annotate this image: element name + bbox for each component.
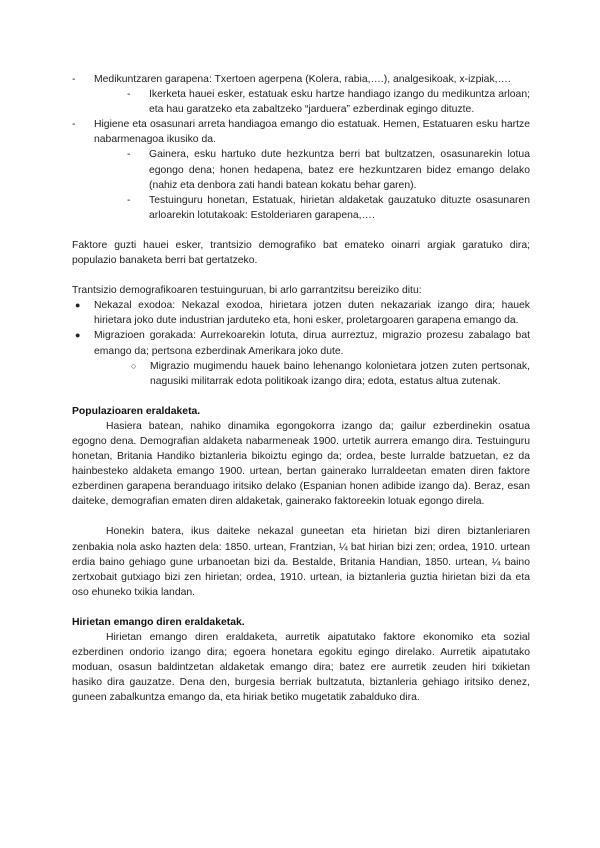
dash-bullet: - [72,119,76,131]
transition-list [72,298,530,389]
section-heading: Populazioaren eraldaketa. [72,405,201,417]
list-item [72,147,530,192]
list-item-text: Ikerketa hauei esker, estatuak esku hartze handiago izango du medikuntza arloan; eta hau garatzeko eta zabaltzeko “jarduera” ezberdinak egingo dituzte. [149,89,530,116]
list-item [72,298,530,328]
list-item [72,193,530,223]
paragraph: Honekin batera, ikus daiteke nekazal guneetan eta hirietan bizi diren biztanleriaren zenbakia nola asko hazten dela: 1850. urtean, Frantzian, ¼ bat hirian bizi zen; ordea, 1910. urtean erdia baino gehiago gune urbanoetan bizi da. Bestalde, Britania Handian, 1850. urtean, ¼ baino zertxobait gutxiago bizi zen hirietan; ordea, 1910. urtean, ia biztanleria guztia hirietan bizi da eta oso ehuneko txikia landan. [72,526,530,598]
list-item [72,87,530,117]
dash-bullet: - [72,74,76,85]
paragraph: Hirietan emango diren eraldaketa, aurretik aipatutako faktore ekonomiko eta sozial ezberdinen ondorio izango dira; egoera honetara egokitu egingo direlako. Aurretik aipatutako moduan, osasun baldintzetan aldaketak emango dira; batez ere aurretik zeuden hiri txikietan hasiko dira gauzatze. Dena den, burgesia berriak bultzatuta, biztanleria gehiago iritsiko denez, guneen zabalkuntza emango da, eta hiriak betiko mugetatik zabalduko dira. [72,632,530,704]
list-item-text: Migrazioen gorakada: Aurrekoarekin lotuta, dirua aurreztuz, migrazio prozesu zabalago bat emango da; pertsona ezberdinak Amerikara joko dute. [94,330,530,357]
paragraph: Faktore guzti hauei esker, trantsizio demografiko bat emateko oinarri argiak garatuko dira; populazio banaketa berri bat gertatzeko. [72,239,530,267]
list-item-text: Migrazio mugimendu hauek baino lehenango kolonietara jotzen zuten pertsonak, nagusiki militarrak edota politikoak izango dira; edota, estatus altua zutenak. [150,360,530,387]
list-item-text: Testuinguru honetan, Estatuak, hirietan aldaketak gauzatuko dituzte osasunaren arloarekin lotutakoak: Estolderiaren garapena,…. [149,194,530,221]
list-item-text: Gainera, esku hartuko dute hezkuntza berri bat bultzatzen, osasunarekin lotua egongo dena; honen hedapena, batez ere hezkuntzaren bidez emango delako (nahiz eta denbora zati handi batean kokatu behar garen). [149,149,530,191]
list-item-text: Medikuntzaren garapena: Txertoen agerpena (Kolera, rabia,….), analgesikoak, x-izpiak,…. [94,74,511,85]
list-item [72,328,530,358]
paragraph: Trantsizio demografikoaren testuinguruan, bi arlo garrantzitsu bereiziko ditu: [72,285,422,297]
list-item [72,72,530,87]
list-item [72,117,530,147]
bullet-icon: ● [75,330,81,341]
section-heading: Hirietan emango diren eraldaketak. [72,616,245,628]
bullet-icon: ● [75,300,81,311]
list-item-text: Nekazal exodoa: Nekazal exodoa, hirietara jotzen duten nekazariak izango dira; hauek hirietara joko dute industrian jarduteko eta, honi esker, proletargoaren garapena emango da. [94,300,530,327]
dash-bullet: - [127,149,131,161]
circle-bullet-icon: ○ [131,360,137,371]
dash-bullet: - [127,89,131,101]
document-body [72,72,530,705]
list-item [72,359,530,389]
paragraph: Hasiera batean, nahiko dinamika egongokorra izango da; gailur ezberdinekin osatua egogno dena. Demografian aldaketa nabarmeneak 1900. urtetik aurrera emango dira. Testuinguru honetan, Britania Handiko biztanleria bikoiztu egingo da; ordea, beste lurralde batzuetan, ez da hainbesteko aldaketa emango 1900. urtean, bertan gainerako lurraldeetan ematen diren faktore ezberdinen garapena beranduago iritsiko delako (Espanian honen adibide izango da). Beraz, esan daiteke, demografian ematen diren aldaketak, gainerako faktoreekin lotuak egongo direla. [72,420,530,508]
list-item-text: Higiene eta osasunari arreta handiagoa emango dio estatuak. Hemen, Estatuaren esku hartze nabarmenagoa ikusiko da. [94,119,530,146]
health-list [72,72,530,223]
dash-bullet: - [127,194,131,206]
